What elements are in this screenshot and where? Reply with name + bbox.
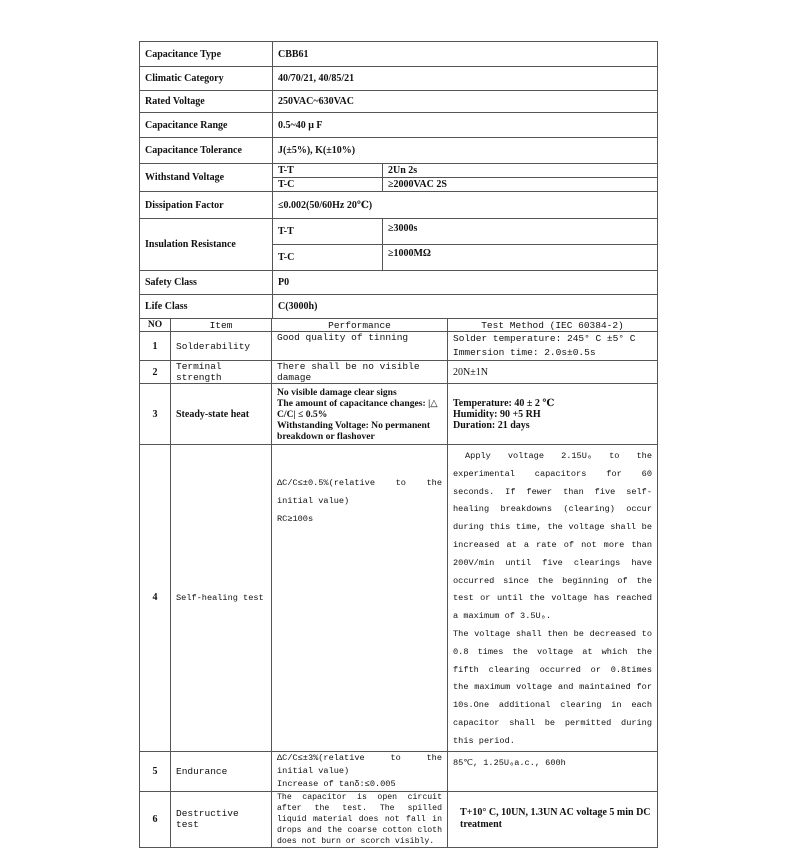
spec-row: [140, 113, 658, 138]
spec-label: Rated Voltage: [140, 91, 273, 113]
insulation-tt: T-T: [273, 219, 383, 245]
spec-table: [139, 41, 658, 319]
spec-row: [140, 138, 658, 164]
spec-row: [140, 91, 658, 113]
spec-label: Capacitance Type: [140, 42, 273, 67]
withstand-tc: T-C: [273, 178, 383, 192]
test-performance: [272, 445, 448, 752]
test-row: [140, 332, 658, 361]
spec-row: [140, 67, 658, 91]
spec-label: Climatic Category: [140, 67, 273, 91]
spec-sheet: [139, 41, 657, 848]
header-item: Item: [171, 319, 272, 332]
life-value: C(3000h): [273, 295, 658, 319]
test-method: [448, 384, 658, 445]
withstand-label: Withstand Voltage: [140, 164, 273, 192]
spec-value: 250VAC~630VAC: [273, 91, 658, 113]
test-no: 6: [140, 791, 171, 847]
spec-value: 40/70/21, 40/85/21: [273, 67, 658, 91]
header-performance: Performance: [272, 319, 448, 332]
test-no: 4: [140, 445, 171, 752]
test-performance: Good quality of tinning: [272, 332, 448, 361]
test-no: 2: [140, 361, 171, 384]
test-item: Solderability: [171, 332, 272, 361]
withstand-row-tt: [140, 164, 658, 178]
performance-line: The amount of capacitance changes: |△ C/C| ≤ 0.5%: [277, 397, 438, 420]
performance-line: Withstanding Voltage: No permanent breakdown or flashover: [277, 419, 431, 442]
test-row: [140, 384, 658, 445]
performance-line: RC≥100s: [277, 513, 314, 524]
test-method: [448, 445, 658, 752]
performance-line: Increase of tanδ:≤0.005: [277, 778, 396, 789]
withstand-tc-value: ≥2000VAC 2S: [383, 178, 658, 192]
test-item: Steady-state heat: [171, 384, 272, 445]
withstand-tt: T-T: [273, 164, 383, 178]
insulation-tc: T-C: [273, 245, 383, 271]
life-label: Life Class: [140, 295, 273, 319]
spec-value: CBB61: [273, 42, 658, 67]
test-item: Terminal strength: [171, 361, 272, 384]
test-no: 1: [140, 332, 171, 361]
test-performance: [272, 751, 448, 791]
spec-row: [140, 192, 658, 219]
test-item: Self-healing test: [171, 445, 272, 752]
test-table: [139, 318, 658, 848]
test-method-line: Immersion time: 2.0s±0.5s: [453, 347, 596, 358]
insulation-tt-value: ≥3000s: [383, 219, 658, 245]
test-method: 20N±1N: [448, 361, 658, 384]
test-method: 85℃, 1.25U₀a.c., 600h: [448, 751, 658, 791]
insulation-label: Insulation Resistance: [140, 219, 273, 271]
test-row: [140, 751, 658, 791]
test-row: [140, 791, 658, 847]
spec-row: [140, 42, 658, 67]
header-no: NO: [140, 319, 171, 332]
dissipation-value: ≤0.002(50/60Hz 20℃): [273, 192, 658, 219]
withstand-tt-value: 2Un 2s: [383, 164, 658, 178]
test-item: Destructive test: [171, 791, 272, 847]
spec-row: [140, 271, 658, 295]
performance-line: ΔC/C≤±3%(relative to the initial value): [277, 752, 442, 776]
test-performance: [272, 384, 448, 445]
insulation-row-tt: [140, 219, 658, 245]
spec-label: Capacitance Range: [140, 113, 273, 138]
test-method-line: Duration: 21 days: [453, 419, 530, 431]
safety-label: Safety Class: [140, 271, 273, 295]
test-item: Endurance: [171, 751, 272, 791]
test-no: 5: [140, 751, 171, 791]
test-no: 3: [140, 384, 171, 445]
test-method-paragraph: Apply voltage 2.15U₀ to the experimental capacitors for 60 seconds. If fewer than five self-healing breakdowns (clearing) occur during this time, the voltage shall be increased at a rate of not more than 200V/min until five clearings have occurred since the beginning of the test or until the voltage has reached a maximum of 3.5U₀.: [453, 451, 652, 622]
test-row: [140, 445, 658, 752]
test-method: T+10° C, 10UN, 1.3UN AC voltage 5 min DC treatment: [448, 791, 658, 847]
test-method-line: Solder temperature: 245° C ±5° C: [453, 333, 636, 344]
performance-line: No visible damage clear signs: [277, 386, 397, 398]
spec-value: J(±5%), K(±10%): [273, 138, 658, 164]
test-method: [448, 332, 658, 361]
insulation-tc-value: ≥1000MΩ: [383, 245, 658, 271]
test-method-line: Humidity: 90 +5 RH: [453, 408, 541, 420]
test-row: [140, 361, 658, 384]
test-performance: There shall be no visible damage: [272, 361, 448, 384]
test-method-line: Temperature: 40 ± 2 ℃: [453, 397, 555, 409]
spec-label: Capacitance Tolerance: [140, 138, 273, 164]
safety-value: P0: [273, 271, 658, 295]
dissipation-label: Dissipation Factor: [140, 192, 273, 219]
spec-row: [140, 295, 658, 319]
test-performance: The capacitor is open circuit after the test. The spilled liquid material does not fall in drops and the coarse cotton cloth does not burn or scorch visibly.: [272, 791, 448, 847]
test-header-row: [140, 319, 658, 332]
performance-line: ΔC/C≤±0.5%(relative to the initial value): [277, 478, 442, 506]
spec-value: 0.5~40 μ F: [273, 113, 658, 138]
header-method: Test Method (IEC 60384-2): [448, 319, 658, 332]
test-method-paragraph: The voltage shall then be decreased to 0.8 times the voltage at which the fifth clearing occurred or 0.8times the maximum voltage and maintained for 10s.One additional clearing in each capacitor shall be permitted during this period.: [453, 628, 652, 746]
